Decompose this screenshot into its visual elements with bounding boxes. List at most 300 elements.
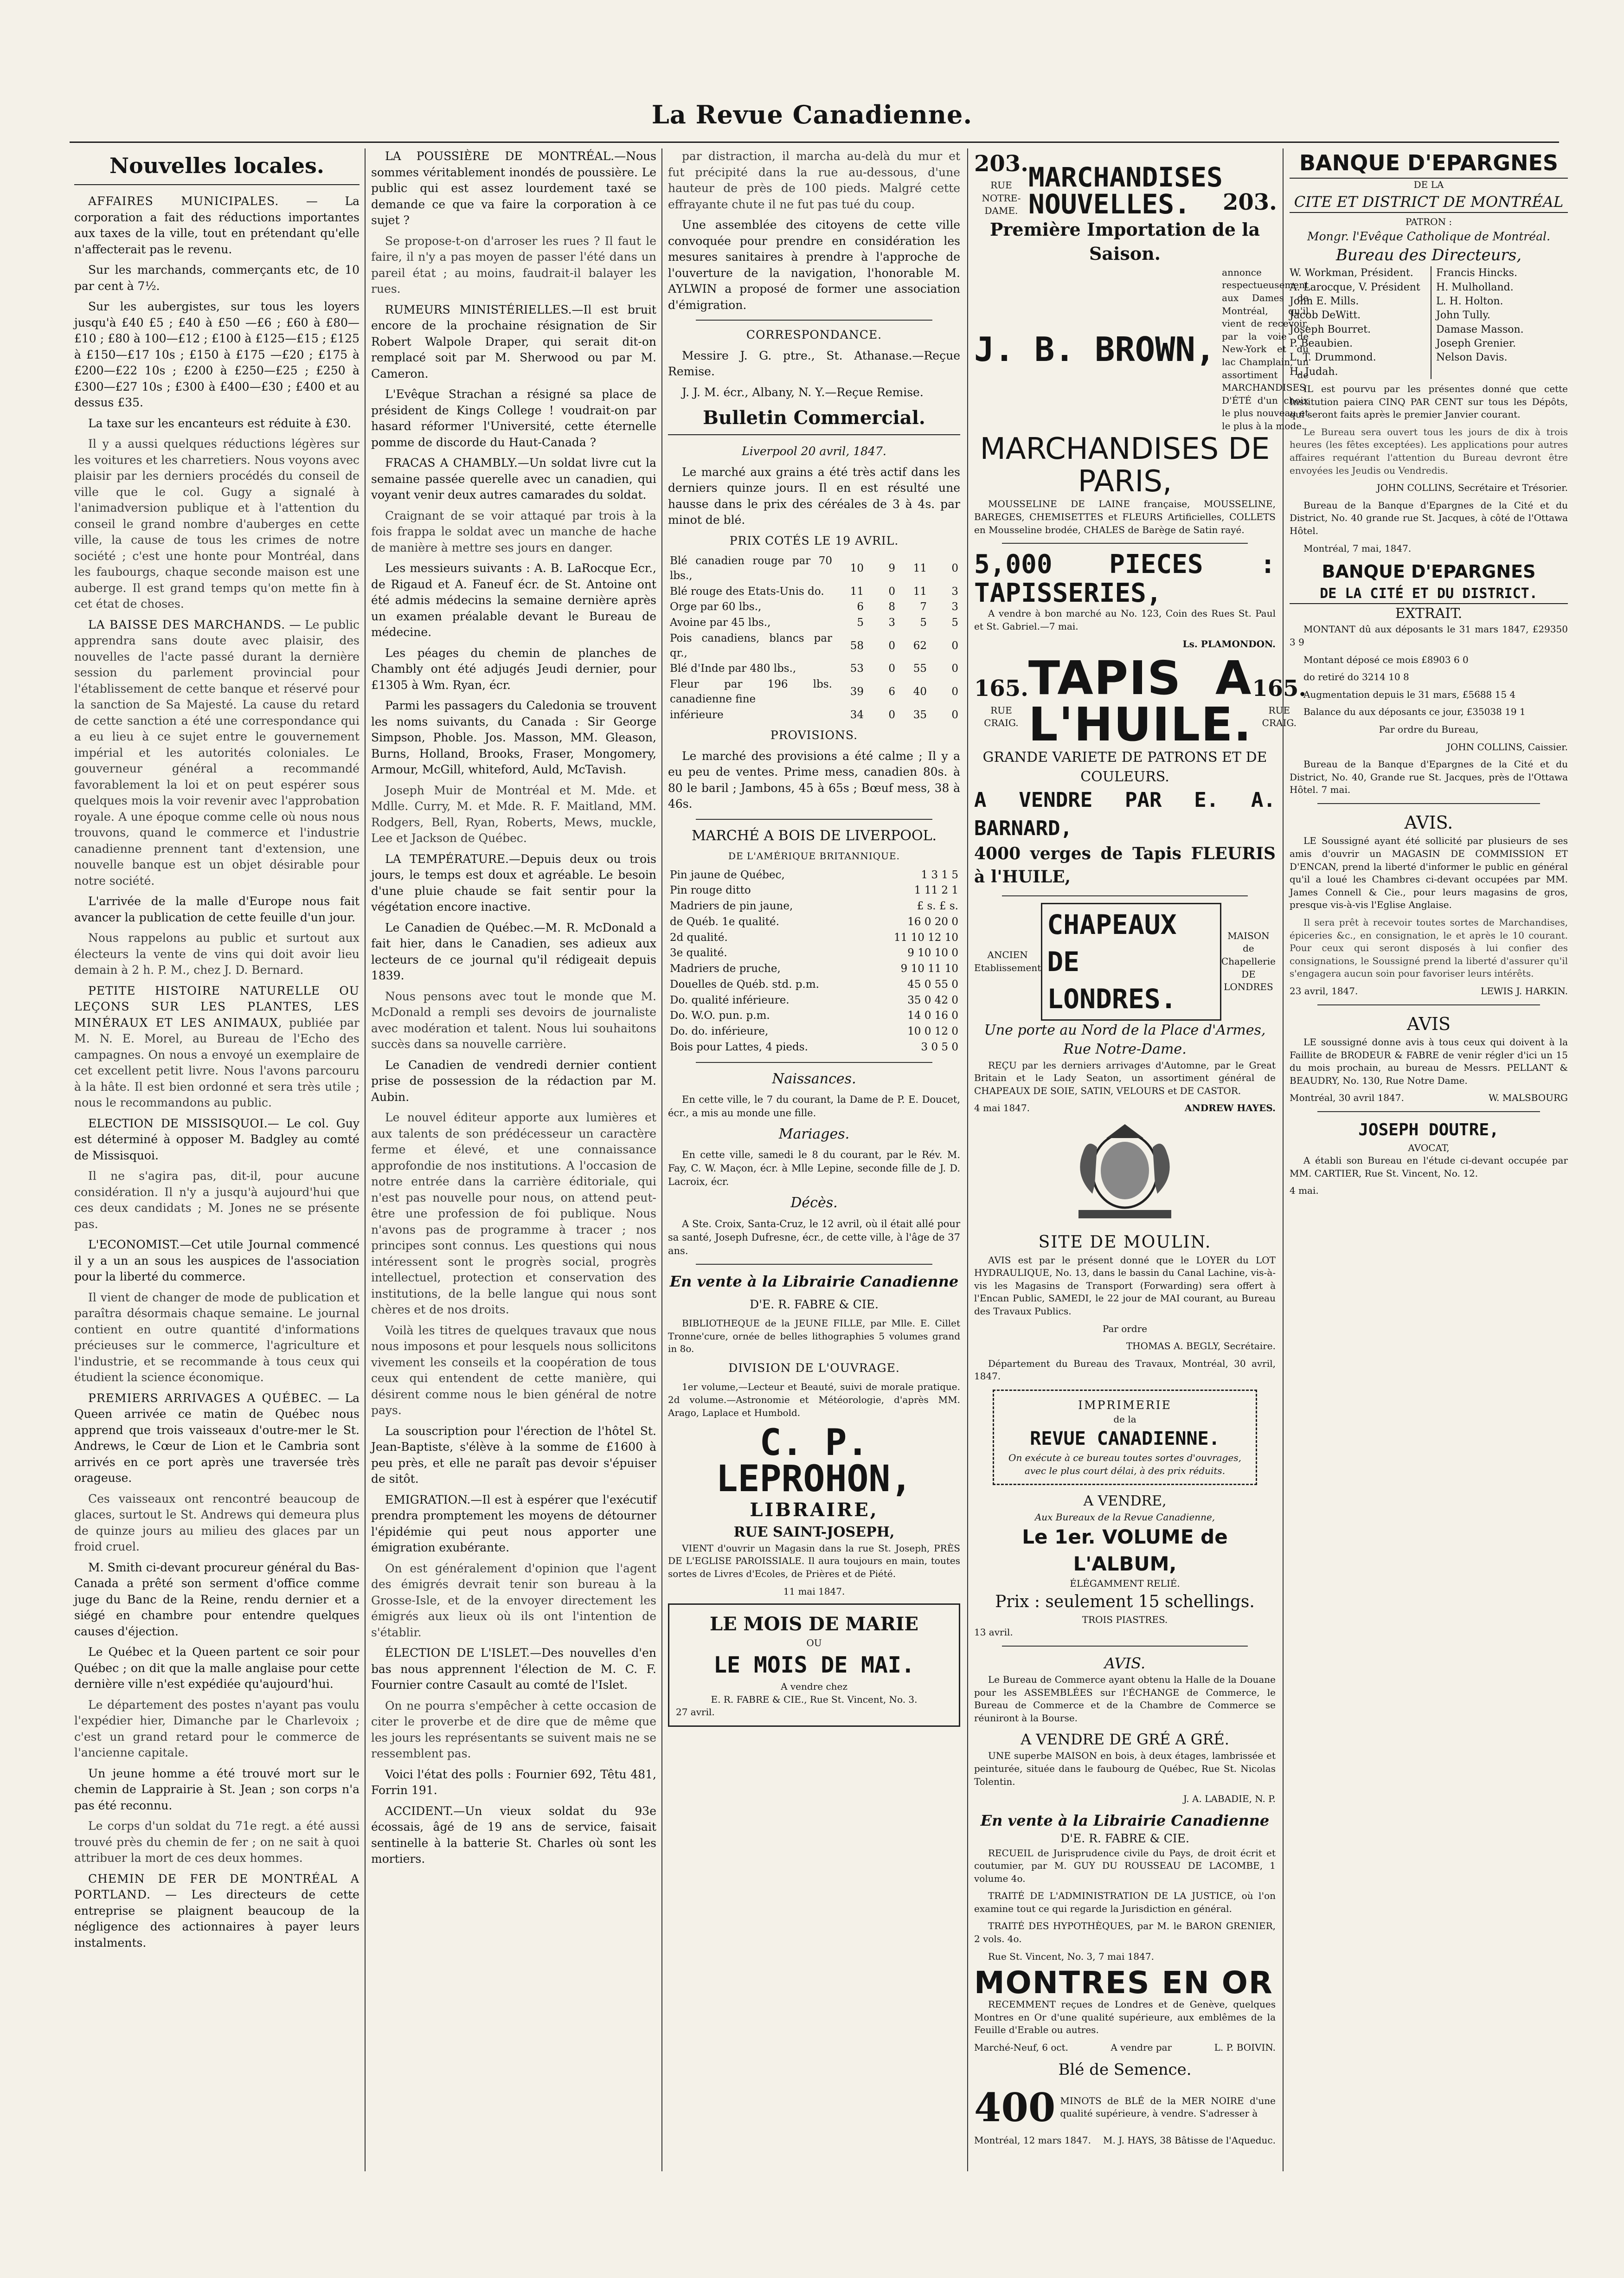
timber-value: 3 0 5 0 <box>921 1041 958 1053</box>
prices-table <box>668 553 960 723</box>
price-label: Orge par 60 lbs., <box>670 601 762 613</box>
hats-address: Une porte au Nord de la Place d'Armes, Rue Notre-Dame. <box>984 1022 1266 1058</box>
price-row <box>668 661 960 677</box>
extract-line: Augmentation depuis le 31 mars, £5688 15 4 <box>1303 689 1516 700</box>
hats-left1: ANCIEN <box>987 949 1028 961</box>
hats-right: MAISON de Chapellerie DE LONDRES <box>1221 930 1276 993</box>
hats-header <box>974 903 1276 1021</box>
item-heading: AFFAIRES MUNICIPALES. <box>88 194 279 208</box>
mill-site-title: SITE DE MOULIN. <box>1038 1232 1212 1252</box>
bank-signature: JOHN COLLINS, Secrétaire et Trésorier. <box>1376 482 1568 494</box>
tapestry-title: 5,000 PIECES : TAPISSERIES, <box>974 549 1276 608</box>
price-value: 0 <box>888 708 895 721</box>
separator <box>1002 1646 1248 1647</box>
price-value: 8 <box>888 601 895 613</box>
price-row <box>668 677 960 707</box>
article-filler: Le nouvel éditeur apporte aux lumières et aux talents de son prédécesseur un caractère ferme et élevé, et une connaissance approfondie de nos institutions. A l'occasion de notre entrée dans la carrière éditoriale, qui n'est pas nouvelle pour nous, on attend peut-être une profession de foi publique. Nous n'avons pas de programme à tracer ; nos principes sont connus. Les questions qui nous intéressent sont le progrès social, progrès intellectuel, protection et conservation des institutions, de la belle langue qui nous sont chères et de nos droits. <box>371 1111 656 1316</box>
seed-wheat-date: Montréal, 12 mars 1847. <box>974 2135 1091 2146</box>
price-value: 0 <box>888 639 895 652</box>
price-value: 34 <box>850 708 864 721</box>
bank2-subtitle: DE LA CITÉ ET DU DISTRICT. <box>1290 584 1568 604</box>
album-volume: Le 1er. VOLUME de L'ALBUM, <box>1022 1525 1228 1576</box>
doutre-text: A établi son Bureau en l'étude ci-devant occupée par MM. CARTIER, Rue St. Vincent, No. 12. <box>1290 1155 1568 1179</box>
seed-wheat-signature: M. J. HAYS, 38 Bâtisse de l'Aqueduc. <box>1103 2135 1276 2146</box>
watches-footer <box>974 2041 1276 2054</box>
timber-row <box>668 899 960 914</box>
merch-street: RUE NOTRE-DAME. <box>982 180 1021 217</box>
timber-label: Douelles de Québ. std. p.m. <box>670 978 819 991</box>
oilcloth-number: 165. <box>1252 676 1307 702</box>
article-text: Le Canadien de Québec.—M. R. McDonald a fait hier, dans le Canadien, ses adieux aux lecteurs de ce journal qu'il rédigeait depuis 1839. <box>371 920 656 982</box>
article-text: La corporation a fait des réductions importantes aux taxes de la ville, tout en prétendant qu'elle n'affecterait pas le revenu. <box>74 194 359 256</box>
separator <box>1317 1111 1540 1112</box>
separator <box>696 819 932 820</box>
director-name: John E. Mills. <box>1290 295 1359 307</box>
marriages-text: En cette ville, samedi le 8 du courant, par le Rév. M. Fay, C. W. Maçon, écr. à Mlle Lepine, seconde fille de J. D. Lacroix, écr. <box>668 1149 960 1188</box>
printing-title: IMPRIMERIE <box>1078 1398 1172 1412</box>
album-sale-sub: Aux Bureaux de la Revue Canadienne, <box>1034 1511 1215 1523</box>
notice2-title: AVIS <box>1406 1013 1451 1034</box>
bank-title: BANQUE D'EPARGNES <box>1290 148 1568 179</box>
price-row <box>668 708 960 723</box>
price-value: 53 <box>850 663 864 675</box>
album-sale-title: A VENDRE, <box>1083 1493 1167 1510</box>
extract-line: do retiré do 3214 10 8 <box>1303 671 1409 683</box>
traite2-text: TRAITÉ DES HYPOTHÈQUES, par M. le BARON GRENIER, 2 vols. 4o. <box>974 1920 1276 1945</box>
article-filler: On ne pourra s'empêcher à cette occasion de citer le proverbe et de dire que de même que les jours les représentants se suivent mais ne se ressemblent pas. <box>371 1699 656 1760</box>
article-text: Le Québec et la Queen partent ce soir pour Québec ; on dit que la malle anglaise pour cette dernière ville n'est expédiée qu'aujourd'hui. <box>74 1645 359 1691</box>
hats-signature: ANDREW HAYES. <box>1184 1102 1276 1114</box>
leprohon-name: C. P. LEPROHON, <box>716 1422 912 1500</box>
article-filler: Nous pensons avec tout le monde que M. McDonald a rempli ses devoirs de journaliste avec modération et talent. Nous lui souhaitons succès dans sa nouvelle carrière. <box>371 989 656 1051</box>
timber-value: 9 10 11 10 <box>900 963 958 975</box>
seed-wheat-title: Blé de Semence. <box>1058 2060 1192 2079</box>
mois-ou: OU <box>806 1637 822 1649</box>
leprohon-sub1: LIBRAIRE, <box>750 1499 879 1521</box>
article-filler: Il vient de changer de mode de publication et paraîtra désormais chaque semaine. Le journal contient en outre quantité d'informations précieuses sur le commerce, l'agriculture et l'industrie, et se recommande à tous ceux qui étudient la science économique. <box>74 1290 359 1384</box>
watches-address: Marché-Neuf, 6 oct. <box>974 2042 1068 2053</box>
recueil-text: RECUEIL de Jurisprudence civile du Pays, de droit écrit et coutumier, par M. GUY DU ROUSSEAU DE LACOMBE, 1 volume 4o. <box>974 1847 1276 1884</box>
notice2-footer <box>1290 1092 1568 1105</box>
merch-title: MARCHANDISES NOUVELLES. <box>1028 161 1223 220</box>
correspondence-entry: J. J. M. écr., Albany, N. Y.—Reçue Remise. <box>682 385 924 399</box>
article-text: Le Canadien de vendredi dernier contient prise de possession de la rédaction par M. Aubin. <box>371 1058 656 1104</box>
bulletin-date: Liverpool 20 avril, 1847. <box>742 444 886 458</box>
price-label: Pois canadiens, blancs par qr., <box>670 632 832 659</box>
price-value: 5 <box>920 617 927 629</box>
price-value: 5 <box>951 617 958 629</box>
leprohon-ad <box>668 1422 960 1598</box>
printing-text: On exécute à ce bureau toutes sortes d'ouvrages, avec le plus court délai, à des prix réduits. <box>1008 1452 1241 1476</box>
article-text: Voici l'état des polls : Fournier 692, Têtu 481, Forrin 191. <box>371 1767 656 1797</box>
price-value: 3 <box>951 585 958 598</box>
mill-site-order: Par ordre <box>1102 1323 1148 1334</box>
column-commercial <box>668 148 960 2171</box>
notice1-title: AVIS. <box>1404 812 1453 833</box>
article-text: La taxe sur les encanteurs est réduite à £30. <box>88 416 351 430</box>
price-label: Fleur par 196 lbs. canadienne fine <box>670 678 832 705</box>
hats-footer <box>974 1102 1276 1115</box>
price-value: 11 <box>913 585 927 598</box>
timber-value: 1 3 1 5 <box>921 869 958 881</box>
price-value: 0 <box>951 708 958 721</box>
timber-value: 16 0 20 0 <box>907 915 958 928</box>
price-label: inférieure <box>670 708 724 721</box>
timber-value: £ s. £ s. <box>917 900 958 913</box>
timber-row <box>668 1008 960 1024</box>
extract-line: Montant déposé ce mois £8903 6 0 <box>1303 654 1469 665</box>
separator <box>1317 803 1540 804</box>
division-title: DIVISION DE L'OUVRAGE. <box>728 1361 900 1375</box>
article-text: EMIGRATION.—Il est à espérer que l'exécutif prendra promptement les moyens de détourner l'épidémie qui peut nous apporter une émigration exubérante. <box>371 1493 656 1554</box>
timber-row <box>668 946 960 961</box>
timber-row <box>668 1024 960 1040</box>
merch-number: 203. <box>974 151 1028 177</box>
bank2-title: BANQUE D'EPARGNES <box>1322 561 1536 582</box>
watches-vendre: A vendre par <box>1110 2042 1172 2053</box>
extract-line: MONTANT dû aux déposants le 31 mars 1847, £29350 3 9 <box>1290 624 1568 648</box>
printing-name: REVUE CANADIENNE. <box>1030 1428 1220 1450</box>
doutre-name: JOSEPH DOUTRE, <box>1358 1120 1499 1139</box>
price-value: 0 <box>888 663 895 675</box>
article-filler: par distraction, il marcha au-delà du mur et fut précipité dans la rue au-dessous, d'une hauteur de près de 100 pieds. Malgré cette effrayante chute il ne fut pas tué du coup. <box>668 149 960 211</box>
article-filler: Il y a aussi quelques réductions légères sur les voitures et les charretiers. Nous voyons avec plaisir par les derniers procédés du conseil de ville que le col. Gugy a signalé à l'animadversion publique et à l'attention du conseil le grand nombre d'auberges en cette ville, la cause de tous les crimes de notre société ; c'est une honte pour Montréal, dans les faubourgs, chaque seconde maison est une auberge. Il est grand temps qu'on mette fin à cet état de choses. <box>74 437 359 611</box>
article-text: La souscription pour l'érection de l'hôtel St. Jean-Baptiste, s'élève à la somme de £1600 à peu près, et elle ne paraît pas devoir s'épuiser de sitôt. <box>371 1424 656 1486</box>
brown-name: J. B. BROWN, <box>974 329 1216 369</box>
director-name: Jacob DeWitt. <box>1290 309 1361 322</box>
director-name: L. H. Holton. <box>1436 295 1503 307</box>
price-value: 11 <box>850 585 864 598</box>
oilcloth-verges: 4000 verges de Tapis FLEURIS à l'HUILE, <box>974 844 1276 887</box>
separator <box>696 1062 932 1063</box>
oilcloth-number: 165. <box>974 676 1028 702</box>
mois-date: 27 avril. <box>676 1706 715 1718</box>
extract-title: EXTRAIT. <box>1395 605 1463 622</box>
director-name: Damase Masson. <box>1436 323 1524 335</box>
price-row <box>668 615 960 631</box>
article-filler: Joseph Muir de Montréal et M. Mde. et Mdlle. Curry, M. et Mde. R. F. Maitland, MM. Rodgers, Bell, Ryan, Roberts, Mews, muckle, Lee et Jackson de Québec. <box>371 783 656 845</box>
director-name: Joseph Bourret. <box>1290 323 1371 335</box>
timber-market-title: MARCHÉ A BOIS DE LIVERPOOL. <box>691 827 937 844</box>
leprohon-date: 11 mai 1847. <box>783 1585 845 1597</box>
timber-value: 35 0 42 0 <box>907 994 958 1006</box>
oilcloth-subtitle: GRANDE VARIETE DE PATRONS ET DE COULEURS. <box>982 749 1267 785</box>
mois-seller: E. R. FABRE & CIE., Rue St. Vincent, No. 3. <box>711 1693 918 1705</box>
mill-site-dept: Département du Bureau des Travaux, Montréal, 30 avril, 1847. <box>974 1358 1276 1382</box>
timber-label: Pin jaune de Québec, <box>670 869 785 881</box>
timber-row <box>668 914 960 930</box>
column-rule <box>661 148 662 2171</box>
bulletin-title: Bulletin Commercial. <box>668 405 960 435</box>
directors-list <box>1290 266 1568 379</box>
timber-row <box>668 868 960 883</box>
mois-vente: A vendre chez <box>781 1681 847 1692</box>
section-title: Nouvelles locales. <box>74 151 359 185</box>
merch-header <box>974 148 1276 218</box>
price-value: 0 <box>951 639 958 652</box>
article-text: Un jeune homme a été trouvé mort sur le chemin de Lapprairie à St. Jean ; son corps n'a pas été reconnu. <box>74 1766 359 1812</box>
bank-address: Bureau de la Banque d'Epargnes de la Cité et du District, No. 40 grande rue St. Jacques, à côté de l'Ottawa Hôtel. <box>1290 499 1568 537</box>
director-name: H. Judah. <box>1290 366 1338 378</box>
provisions-text: Le marché des provisions a été calme ; Il y a eu peu de ventes. Prime mess, canadien 80s. à 80 le baril ; Jambons, 45 à 65s ; Bœuf mess, 38 à 46s. <box>668 749 960 811</box>
doutre-sub: AVOCAT, <box>1408 1142 1450 1153</box>
column-local-news: Nouvelles locales. AFFAIRES MUNICIPALES. — La corporation a fait des réductions importantes aux taxes de la ville, tout en prétendant qu'elle n'affecterait pas le revenu. Sur les marchands, commerçants etc, de 10 par cent à 7½. Sur les aubergistes, sur tous les loyers jusqu'à £40 £5 ; £40 à £50 —£6 ; £60 à £80—£10 ; £80 à 100—£12 ; £100 à £125—£15 ; £125 à £150—£17 10s ; £150 à £175 —£20 ; £175 à £200—£22 10s ; £200 à £250—£25 ; £250 à £300—£27 10s ; £300 à £400—£30 ; £400 et au dessus £35. La taxe sur les encanteurs est réduite à £30. Il y a aussi quelques réductions légères sur les voitures et les charretiers. Nous voyons avec plaisir par les derniers procédés du conseil de ville que le col. Gugy a signalé à l'animadversion publique et à l'attention du conseil le grand nombre d'auberges en cette ville, la cause de tous les crimes de notre société ; c'est une honte pour Montréal, dans les faubourgs, chaque seconde maison est une auberge. Il est grand temps qu'on mette fin à cet état de choses. LA BAISSE DES MARCHANDS. — Le public apprendra sans doute avec plaisir, des nouvelles de l'acte passé durant la dernière session du parlement provincial pour l'établissement de cette banque et réservé pour la sanction de Sa Majesté. La cause du retard de cette sanction a été une correspondance qui a eu lieu à ce sujet entre le gouvernement impérial et les autorités coloniales. Le gouverneur général a recommandé favorablement la loi et on peut espérer sous quelques mois la voir revenir avec l'approbation royale. A une époque comme celle où nous nous trouvons, quand le commerce et l'industrie canadienne prennent tant d'extension, une nouvelle banque est un objet désirable pour notre société. L'arrivée de la malle d'Europe nous fait avancer la publication de cette feuille d'un jour. Nous rappelons au public et surtout aux électeurs la vente de vins qui doit avoir lieu demain à 2 h. P. M., chez J. D. Bernard. PETITE HISTOIRE NATURELLE OU LEÇONS SUR LES PLANTES, LES MINÉRAUX ET LES ANIMAUX, publiée par M. N. E. Morel, au Bureau de l'Echo des campagnes. On nous a envoyé un exemplaire de cet excellent petit livre. Nous l'avons parcouru à la hâte. Il est bien ordonné et sera très utile ; nous le recommandons au public. ELECTION DE MISSISQUOI.— Le col. Guy est déterminé à opposer M. Badgley au comté de Missisquoi. Il ne s'agira pas, dit-il, pour aucune considération. Il n'y a jusqu'à aujourd'hui que ces deux candidats ; M. Jones ne se présente pas. L'ECONOMIST.—Cet utile Journal commencé il y a un an sous les auspices de l'association pour la liberté du commerce. Il vient de changer de mode de publication et paraîtra désormais chaque semaine. Le journal contient en outre quantité d'informations précieuses sur le commerce, l'agriculture et l'industrie, et se recommande à tous ceux qui étudient la science économique. PREMIERS ARRIVAGES A QUÉBEC. — La Queen arrivée ce matin de Québec nous apprend que trois vaisseaux d'outre-mer le St. Andrews, le Cœur de Lion et le Cambria sont arrivés en ce port après une traversée très orageuse. Ces vaisseaux ont rencontré beaucoup de glaces, surtout le St. Andrews qui demeura plus de quinze jours au milieu des glaces par un froid cruel. M. Smith ci-devant procureur général du Bas-Canada a prêté son serment d'office comme juge du Banc de la Reine, rendu dernier et a siégé en chambre pour entendre quelques causes d'éjection. Le Québec et la Queen partent ce soir pour Québec ; on dit que la malle anglaise pour cette dernière ville n'est expédiée qu'aujourd'hui. Le département des postes n'ayant pas voulu l'expédier hier, Dimanche par le Charlevoix ; c'est un grand retard pour le commerce de l'ancienne capitale. Un jeune homme a été trouvé mort sur le chemin de Lapprairie à St. Jean ; son corps n'a pas été reconnu. Le corps d'un soldat du 71e regt. a été aussi trouvé près du chemin de fer ; on ne sait à quoi attribuer la mort de ces deux hommes. CHEMIN DE FER DE MONTRÉAL A PORTLAND. — Les directeurs de cette entreprise se plaignent beaucoup de la négligence des actionnaires à payer leurs instalments. <box>74 148 359 2171</box>
seed-wheat-text: MINOTS de BLÉ de la MER NOIRE d'une qualité supérieure, à vendre. S'adresser à <box>1060 2095 1276 2119</box>
timber-label: Do. do. inférieure, <box>670 1025 769 1038</box>
article-text: Les péages du chemin de planches de Chambly ont été adjugés Jeudi dernier, pour £1305 à Wm. Ryan, écr. <box>371 646 656 692</box>
mill-site-signature: THOMAS A. BEGLY, Secrétaire. <box>1126 1340 1276 1352</box>
mill-site-text: AVIS est par le présent donné que le LOYER du LOT HYDRAULIQUE, No. 13, dans le bassin du Canal Lachine, vis-à-vis les Magasins de Transport (Forwarding) sera offert à l'Encan Public, SAMEDI, le 22 jour de MAI courant, au Bureau des Travaux Publics. <box>974 1254 1276 1317</box>
price-value: 6 <box>857 601 864 613</box>
bookshop2-sub: D'E. R. FABRE & CIE. <box>1060 1832 1189 1845</box>
item-heading: LA BAISSE DES MARCHANDS. <box>88 618 286 631</box>
price-value: 39 <box>850 685 864 698</box>
oilcloth-header <box>974 651 1307 752</box>
leprohon-sub2: RUE SAINT-JOSEPH, <box>733 1524 895 1541</box>
printing-ad <box>993 1390 1257 1485</box>
separator <box>1002 543 1248 544</box>
article-text: ÉLECTION DE L'ISLET.—Des nouvelles d'en bas nous apprennent l'élection de M. C. F. Fournier contre Casault au comté de l'Islet. <box>371 1646 656 1692</box>
timber-row <box>668 930 960 946</box>
article-text: La Queen arrivée ce matin de Québec nous apprend que trois vaisseaux d'outre-mer le St. Andrews, le Cœur de Lion et le Cambria sont arrivés en ce port après une traversée très orageuse. <box>74 1391 359 1485</box>
article-text: M. Smith ci-devant procureur général du Bas-Canada a prêté son serment d'office comme juge du Banc de la Reine, rendu dernier et a siégé en chambre pour entendre quelques causes d'éjection. <box>74 1560 359 1638</box>
bulletin-text: Le marché aux grains a été très actif dans les derniers quinze jours. Il en est résulté une hausse dans le prix des céréales de 3 à 4s. par minot de blé. <box>668 465 960 527</box>
column-rule <box>365 148 366 2171</box>
price-row <box>668 584 960 600</box>
article-filler: On est généralement d'opinion que l'agent des émigrés devrait tenir son bureau à la Grosse-Isle, et de la envoyer directement les émigrés aux lieux où ils ont l'intention de s'établir. <box>371 1561 656 1639</box>
printing-de: de la <box>1113 1414 1136 1425</box>
bookshop-ad-title: En vente à la Librairie Canadienne <box>669 1273 959 1291</box>
price-label: Blé rouge des Etats-Unis do. <box>670 585 824 598</box>
timber-value: 10 0 12 0 <box>907 1025 958 1038</box>
article-filler: Le Bureau sera ouvert tous les jours de dix à trois heures (les fêtes exceptées). Les applications pour autres affaires requérant l'attention du Bureau devront être envoyées les Jeudis ou Vendredis. <box>1290 426 1568 476</box>
watches-signature: L. P. BOIVIN. <box>1214 2042 1276 2053</box>
price-value: 9 <box>888 562 895 575</box>
prices-title: PRIX COTÉS LE 19 AVRIL. <box>729 534 899 547</box>
brown-text: annonce respectueusement aux Dames de Montréal, qu'il vient de recevoir, par la voie de New-York et du lac Champlain, un assortiment de MARCHANDISES D'ÉTÉ d'un choix le plus nouveau et le plus à la mode. <box>1222 266 1309 432</box>
separator <box>1317 1004 1540 1005</box>
hats-title: CHAPEAUX DE LONDRES. <box>1041 903 1221 1021</box>
price-value: 0 <box>951 562 958 575</box>
bank-de: DE LA <box>1413 179 1444 191</box>
article-text: Les directeurs de cette entreprise se plaignent beaucoup de la négligence des actionnaires à payer leurs instalments. <box>74 1888 359 1950</box>
album-piastres: TROIS PIASTRES. <box>1082 1614 1168 1625</box>
price-value: 40 <box>913 685 927 698</box>
column-news-continued <box>371 148 656 2171</box>
oilcloth-street: RUE CRAIG. <box>1262 704 1297 729</box>
merch-subtitle: Première Importation de la Saison. <box>989 219 1260 264</box>
oilcloth-seller: A VENDRE PAR E. A. BARNARD, <box>974 788 1276 840</box>
notice2-date: Montréal, 30 avril 1847. <box>1290 1092 1404 1104</box>
births-title: Naissances. <box>772 1070 856 1087</box>
house-sale-title: A VENDRE DE GRÉ A GRÉ. <box>1021 1731 1229 1749</box>
price-value: 6 <box>888 685 895 698</box>
price-value: 35 <box>913 708 927 721</box>
article-filler: Se propose-t-on d'arroser les rues ? Il faut le faire, il n'y a pas moyen de passer l'été dans un pareil état ; au moins, faudrait-il balayer les rues. <box>371 234 656 296</box>
director-name: A. Larocque, V. Président <box>1290 281 1420 293</box>
patron-label: PATRON : <box>1405 216 1452 228</box>
bookshop2-title: En vente à la Librairie Canadienne <box>980 1811 1270 1829</box>
correspondence-title: CORRESPONDANCE. <box>746 328 882 341</box>
price-value: 0 <box>888 585 895 598</box>
timber-label: Pin rouge ditto <box>670 884 751 897</box>
oilcloth-title: TAPIS A L'HUILE. <box>1028 651 1252 752</box>
notice2-text: LE soussigné donne avis à tous ceux qui doivent à la Faillite de BRODEUR & FABRE de venir régler d'ici un 15 du mois prochain, au bureau de Messrs. PELLANT & BEAUDRY, No. 130, Rue Notre Dame. <box>1290 1036 1568 1086</box>
article-text: Parmi les passagers du Caledonia se trouvent les noms suivants, du Canada : Sir George Simpson, Phoble. Jos. Masson, MM. Gleason, Burns, Holland, Brooks, Fraser, Mongomery, Armour, McGill, whiteford, Auld, McTavish. <box>371 699 656 776</box>
notice2-signature: W. MALSBOURG <box>1488 1092 1568 1104</box>
price-label: Blé d'Inde par 480 lbs., <box>670 663 796 675</box>
notice1-date: 23 avril, 1847. <box>1290 985 1358 997</box>
timber-value: 9 10 10 0 <box>907 947 958 959</box>
article-filler: Voilà les titres de quelques travaux que nous nous imposons et pour lesquels nous sollicitons vivement les conseils et la coopération de tous ceux qui entendent de cette manière, qui désirent comme nous le bien général de notre pays. <box>371 1323 656 1417</box>
hats-left2: Etablissement <box>974 962 1041 973</box>
item-heading: PETITE HISTOIRE NATURELLE OU LEÇONS SUR LES PLANTES, LES MINÉRAUX ET LES ANIMAUX <box>74 984 359 1030</box>
leprohon-text: VIENT d'ouvrir un Magasin dans la rue St. Joseph, PRÈS DE L'EGLISE PAROISSIALE. Il aura toujours en main, toutes sortes de Livres d'Ecoles, de Prières et de Piété. <box>668 1542 960 1579</box>
timber-value: 11 10 12 10 <box>894 931 958 944</box>
brown-ad <box>974 266 1309 433</box>
item-heading: PREMIERS ARRIVAGES A QUÉBEC. <box>88 1391 322 1405</box>
timber-row <box>668 1040 960 1055</box>
division-text: 1er volume,—Lecteur et Beauté, suivi de morale pratique. 2d volume.—Astronomie et Météorologie, d'après MM. Arago, Laplace et Humbold. <box>668 1381 960 1418</box>
price-value: 11 <box>913 562 927 575</box>
house-sale-signature: J. A. LABADIE, N. P. <box>1183 1793 1276 1805</box>
timber-table <box>668 868 960 1055</box>
tapestry-seller: Ls. PLAMONDON. <box>1182 638 1276 650</box>
deaths-text: A Ste. Croix, Santa-Cruz, le 12 avril, où il était allé pour sa santé, Joseph Dufresne, écr., de cette ville, à l'âge de 37 ans. <box>668 1218 960 1256</box>
oilcloth-street: RUE CRAIG. <box>984 704 1019 729</box>
director-name: L. T. Drummond. <box>1290 352 1376 364</box>
article-filler: Il sera prêt à recevoir toutes sortes de Marchandises, épiceries &c., en consignation, le et après le 10 courant. Pour ceux qui seront disposés à lui confier des consignations, le Soussigné prend la liberté d'assurer qu'il s'engagera aucun soin pour favoriser leurs intérêts. <box>1290 916 1568 979</box>
merch-number: 203. <box>1222 189 1277 215</box>
paris-text: MOUSSELINE DE LAINE française, MOUSSELINE, BAREGES, CHEMISETTES et FLEURS Artificielles, COLLETS en Mousseline brodée, CHALES de Barège de Satin rayé. <box>974 498 1276 535</box>
article-text: LA POUSSIÈRE DE MONTRÉAL.—Nous sommes véritablement inondés de poussière. Le public qui est assez lourdement taxé se demande ce que va faire la corporation à ce sujet ? <box>371 149 656 227</box>
bank-date: Montréal, 7 mai, 1847. <box>1303 542 1412 554</box>
timber-row <box>668 961 960 977</box>
extract-line: Balance du aux déposants ce jour, £35038 19 1 <box>1303 706 1526 718</box>
watches-title: MONTRES EN OR <box>974 1965 1273 2001</box>
timber-value: 14 0 16 0 <box>907 1010 958 1022</box>
article-filler: Ces vaisseaux ont rencontré beaucoup de glaces, surtout le St. Andrews qui demeura plus de quinze jours au milieu des glaces par un froid cruel. <box>74 1492 359 1554</box>
tapestry-text: A vendre à bon marché au No. 123, Coin des Rues St. Paul et St. Gabriel.—7 mai. <box>974 608 1276 632</box>
bookshop-ad-text: BIBLIOTHEQUE de la JEUNE FILLE, par Mlle. E. Cillet Tronne'cure, ornée de belles lithographies 5 volumes grand in 8o. <box>668 1318 960 1355</box>
paris-title: MARCHANDISES DE PARIS, <box>980 431 1270 499</box>
director-name: Francis Hincks. <box>1436 267 1518 279</box>
timber-label: de Québ. 1e qualité. <box>670 915 779 928</box>
article-filler: Nous rappelons au public et surtout aux électeurs la vente de vins qui doit avoir lieu demain à 2 h. P. M., chez J. D. Bernard. <box>74 931 359 977</box>
traite1-text: TRAITÉ DE L'ADMINISTRATION DE LA JUSTICE, où l'on examine tout ce qui regarde la Jurisdiction en général. <box>974 1890 1276 1914</box>
bank-notice-text: IL est pourvu par les présentes donné que cette Institution paiera CINQ PAR CENT sur tous les Dépôts, qui seront faits après le premier Janvier courant. <box>1290 383 1568 420</box>
article-text: Sur les marchands, commerçants etc, de 10 par cent à 7½. <box>74 263 359 293</box>
article-text: Sur les aubergistes, sur tous les loyers jusqu'à £40 £5 ; £40 à £50 —£6 ; £60 à £80—£10 ; £80 à 100—£12 ; £100 à £125—£15 ; £125 à £150—£17 10s ; £150 à £175 —£20 ; £175 à £200—£22 10s ; £200 à £250—£25 ; £250 à £300—£27 10s ; £300 à £400—£30 ; £400 et au dessus £35. <box>74 300 359 410</box>
house-sale-text: UNE superbe MAISON en bois, à deux étages, lambrissée et peinturée, située dans le faubourg de Québec, Rue St. Nicolas Tolentin. <box>974 1750 1276 1787</box>
timber-row <box>668 977 960 993</box>
price-value: 0 <box>951 663 958 675</box>
timber-label: Bois pour Lattes, 4 pieds. <box>670 1041 808 1053</box>
extract-address: Bureau de la Banque d'Epargnes de la Cité et du District, No. 40, Grande rue St. Jacques, près de l'Ottawa Hôtel. 7 mai. <box>1290 759 1568 796</box>
album-price: Prix : seulement 15 schellings. <box>995 1592 1255 1611</box>
article-text: L'arrivée de la malle d'Europe nous fait avancer la publication de cette feuille d'un jour. <box>74 894 359 924</box>
bookshop-ad-subtitle: D'E. R. FABRE & CIE. <box>750 1297 879 1311</box>
masthead-rule <box>70 142 1559 143</box>
royal-arms-emblem <box>1037 1120 1213 1226</box>
extract-order: Par ordre du Bureau, <box>1379 724 1479 735</box>
article-text: FRACAS A CHAMBLY.—Un soldat livre cut la semaine passée querelle avec un canadien, qui voyant venir deux autres camarades du soldat. <box>371 456 656 502</box>
correspondence-entry: Messire J. G. ptre., St. Athanase.—Reçue Remise. <box>668 348 960 378</box>
notice-text: Le Bureau de Commerce ayant obtenu la Halle de la Douane pour les ASSEMBLÉES sur l'ÉCHANGE de Commerce, le Bureau de Commerce et de la Chambre de Commerce se réuniront à la Bourse. <box>974 1673 1276 1724</box>
article-text: Une assemblée des citoyens de cette ville convoquée pour prendre en considération les mesures sanitaires à prendre à l'approche de l'ouverture de la navigation, l'honorable M. AYLWIN a proposé de former une association d'émigration. <box>668 218 960 312</box>
mois-de-marie-ad <box>668 1603 960 1727</box>
director-name: H. Mulholland. <box>1436 281 1514 293</box>
article-text: ELECTION DE MISSISQUOI.— Le col. Guy est déterminé à opposer M. Badgley au comté de Missisquoi. <box>74 1116 359 1162</box>
timber-label: Madriers de pin jaune, <box>670 900 793 913</box>
timber-label: 3e qualité. <box>670 947 727 959</box>
director-name: John Tully. <box>1436 309 1490 322</box>
director-name: P. Beaubien. <box>1290 338 1353 350</box>
price-row <box>668 599 960 615</box>
mois-sub: LE MOIS DE MAI. <box>713 1652 915 1678</box>
price-value: 62 <box>913 639 927 652</box>
timber-market-subtitle: DE L'AMÉRIQUE BRITANNIQUE. <box>728 850 900 862</box>
director-name: Nelson Davis. <box>1436 352 1508 364</box>
provisions-title: PROVISIONS. <box>770 728 858 742</box>
separator <box>696 1264 932 1265</box>
price-value: 10 <box>850 562 864 575</box>
timber-row <box>668 993 960 1009</box>
director-name: Joseph Grenier. <box>1436 338 1516 350</box>
seed-wheat-ad <box>974 2081 1276 2135</box>
deaths-title: Décès. <box>790 1195 838 1211</box>
article-filler: Le public apprendra sans doute avec plaisir, des nouvelles de l'acte passé durant la dernière session du parlement provincial pour l'établissement de cette banque et réservé pour la sanction de Sa Majesté. La cause du retard de cette sanction a été une correspondance qui a eu lieu à ce sujet entre le gouvernement impérial et les autorités coloniales. Le gouverneur général a recommandé favorablement la loi et on peut espérer sous quelques mois la voir revenir avec l'approbation royale. A une époque comme celle où nous nous trouvons, quand le commerce et l'industrie canadienne prennent tant d'extension, une nouvelle banque est un objet désirable pour notre société. <box>74 618 359 888</box>
timber-label: Madriers de pruche, <box>670 963 781 975</box>
seed-wheat-number: 400 <box>974 2084 1056 2130</box>
column-bank-notices <box>1290 148 1568 2171</box>
article-text: L'ECONOMIST.—Cet utile Journal commencé il y a un an sous les auspices de l'association pour la liberté du commerce. <box>74 1238 359 1284</box>
timber-value: 45 0 55 0 <box>907 978 958 991</box>
article-text: ACCIDENT.—Un vieux soldat du 93e écossais, âgé de 19 ans de service, faisait sentinelle à la batterie St. Charles où sont les mortiers. <box>371 1804 656 1866</box>
timber-label: Do. qualité inférieure. <box>670 994 790 1006</box>
article-filler: Le corps d'un soldat du 71e regt. a été aussi trouvé près du chemin de fer ; on ne sait à quoi attribuer la mort de ces deux hommes. <box>74 1819 359 1865</box>
article-filler: Craignant de se voir attaqué par trois à la fois frappa le soldat avec un manche de hache de manière à mettre ses jours en danger. <box>371 508 656 554</box>
notice-title: AVIS. <box>1104 1654 1146 1672</box>
item-heading: CHEMIN DE FER DE MONTRÉAL A PORTLAND. <box>74 1872 359 1902</box>
timber-label: 2d qualité. <box>670 931 728 944</box>
article-filler: Le département des postes n'ayant pas voulu l'expédier hier, Dimanche par le Charlevoix ; c'est un grand retard pour le commerce de l'ancienne capitale. <box>74 1698 359 1760</box>
price-value: 58 <box>850 639 864 652</box>
watches-text: RECEMMENT reçues de Londres et de Genève, quelques Montres en Or d'une qualité supérieure, aux emblêmes de la Feuille d'Erable ou autres. <box>974 1999 1276 2036</box>
notice1-text: LE Soussigné ayant été sollicité par plusieurs de ses amis d'ouvrir un MAGASIN DE COMMISSION ET D'ENCAN, prend la liberté d'informer le public en général qu'il a loué les Chambres ci-devant occupées par MM. James Connell & Cie., pour leurs magasins de gros, presque vis-à-vis l'Eglise Anglaise. <box>1290 835 1568 911</box>
notice1-signature: LEWIS J. HARKIN. <box>1481 985 1568 997</box>
article-text: LA TEMPÉRATURE.—Depuis deux ou trois jours, le temps est doux et agréable. Le besoin d'une pluie chaude se fait sentir pour la végétation encore inactive. <box>371 852 656 914</box>
notice1-footer <box>1290 985 1568 998</box>
price-value: 3 <box>951 601 958 613</box>
timber-row <box>668 883 960 899</box>
column-rule <box>1283 148 1284 2171</box>
bank-subtitle: CITE ET DISTRICT DE MONTRÉAL <box>1290 192 1568 213</box>
hats-date: 4 mai 1847. <box>974 1102 1030 1114</box>
extract-signature: JOHN COLLINS, Caissier. <box>1446 741 1568 753</box>
price-value: 3 <box>888 617 895 629</box>
separator <box>1002 895 1248 896</box>
price-value: 7 <box>920 601 927 613</box>
separator <box>696 320 932 321</box>
traite-address: Rue St. Vincent, No. 3, 7 mai 1847. <box>988 1950 1154 1962</box>
column-advertisements <box>974 148 1309 2171</box>
price-value: 55 <box>913 663 927 675</box>
price-value: 5 <box>857 617 864 629</box>
seed-wheat-footer <box>974 2134 1276 2147</box>
mois-title: LE MOIS DE MARIE <box>709 1613 919 1635</box>
hats-text: REÇU par les derniers arrivages d'Automne, par le Great Britain et le Lady Seaton, un assortiment général de CHAPEAUX DE SOIE, SATIN, VELOURS et DE CASTOR. <box>974 1059 1276 1096</box>
